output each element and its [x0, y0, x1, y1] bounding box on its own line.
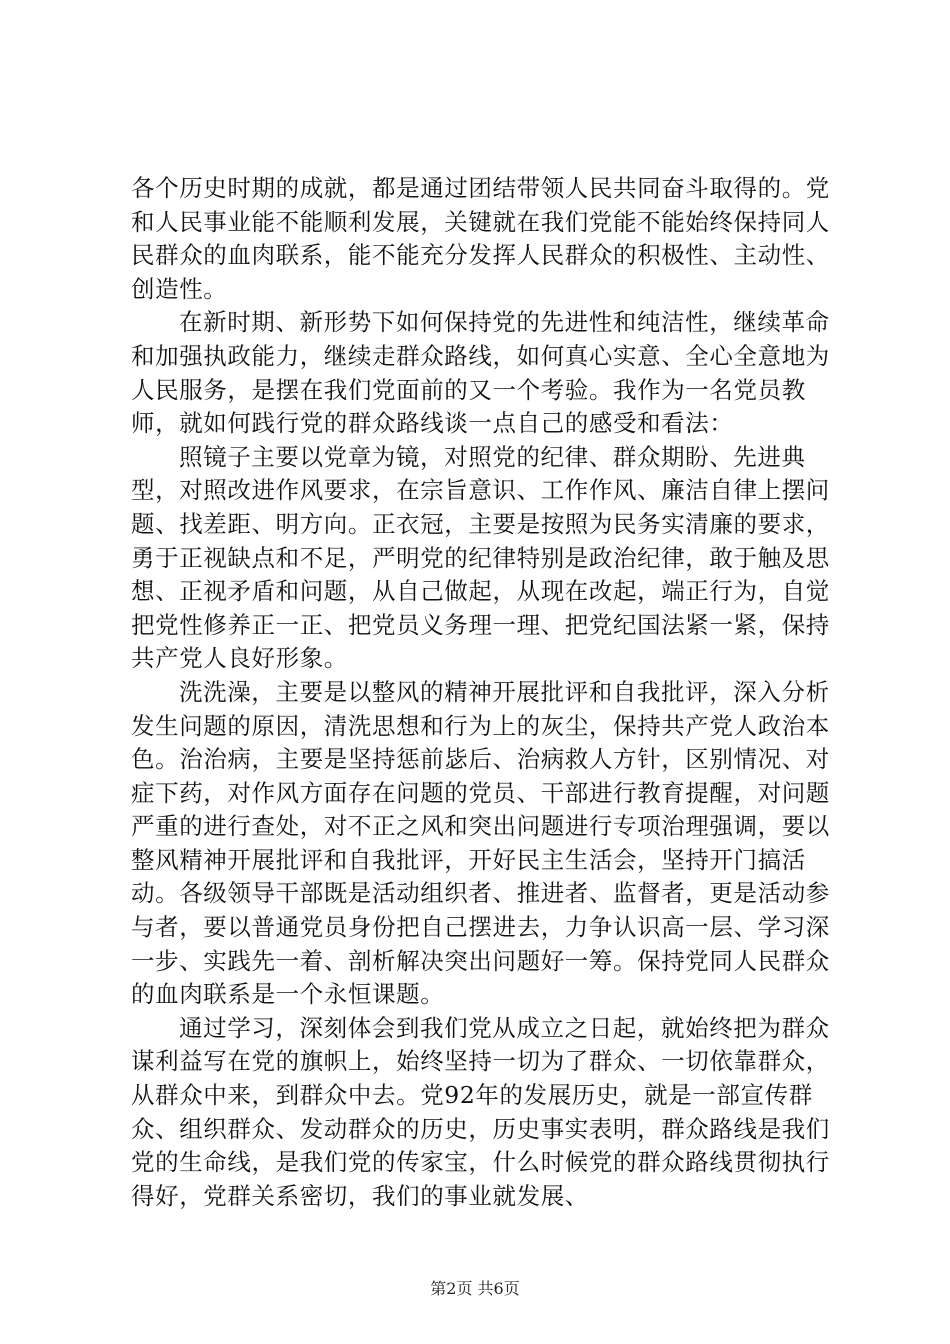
document-body: [131, 172, 851, 1213]
page-number-footer: 第2页 共6页: [430, 1279, 520, 1298]
paragraph: 通过学习，深刻体会到我们党从成立之日起，就始终把为群众谋利益写在党的旗帜上，始终坚持一切为了群众、一切依靠群众，从群众中来，到群众中去。党92年的发展历史，就是一部宣传群众、组织群众、发动群众的历史，历史事实表明，群众路线是我们党的生命线，是我们党的传家宝，什么时候党的群众路线贯彻执行得好，党群关系密切，我们的事业就发展、: [131, 1013, 830, 1210]
paragraph-continuation: 各个历史时期的成就，都是通过团结带领人民共同奋斗取得的。党和人民事业能不能顺利发展，关键就在我们党能不能始终保持同人民群众的血肉联系，能不能充分发挥人民群众的积极性、主动性、创造性。: [131, 174, 830, 303]
paragraph: 照镜子主要以党章为镜，对照党的纪律、群众期盼、先进典型，对照改进作风要求，在宗旨意识、工作作风、廉洁自律上摆问题、找差距、明方向。正衣冠，主要是按照为民务实清廉的要求，勇于正视缺点和不足，严明党的纪律特别是政治纪律，敢于触及思想、正视矛盾和问题，从自己做起，从现在改起，端正行为，自觉把党性修养正一正、把党员义务理一理、把党纪国法紧一紧，保持共产党人良好形象。: [131, 442, 830, 673]
paragraph: 洗洗澡，主要是以整风的精神开展批评和自我批评，深入分析发生问题的原因，清洗思想和行为上的灰尘，保持共产党人政治本色。治治病，主要是坚持惩前毖后、治病救人方针，区别情况、对症下药，对作风方面存在问题的党员、干部进行教育提醒，对问题严重的进行查处，对不正之风和突出问题进行专项治理强调，要以整风精神开展批评和自我批评，开好民主生活会，坚持开门搞活动。各级领导干部既是活动组织者、推进者、监督者，更是活动参与者，要以普通党员身份把自己摆进去，力争认识高一层、学习深一步、实践先一着、剖析解决突出问题好一筹。保持党同人民群众的血肉联系是一个永恒课题。: [131, 677, 830, 1009]
paragraph: 在新时期、新形势下如何保持党的先进性和纯洁性，继续革命和加强执政能力，继续走群众路线，如何真心实意、全心全意地为人民服务，是摆在我们党面前的又一个考验。我作为一名党员教师，就如何践行党的群众路线谈一点自己的感受和看法：: [131, 308, 830, 438]
